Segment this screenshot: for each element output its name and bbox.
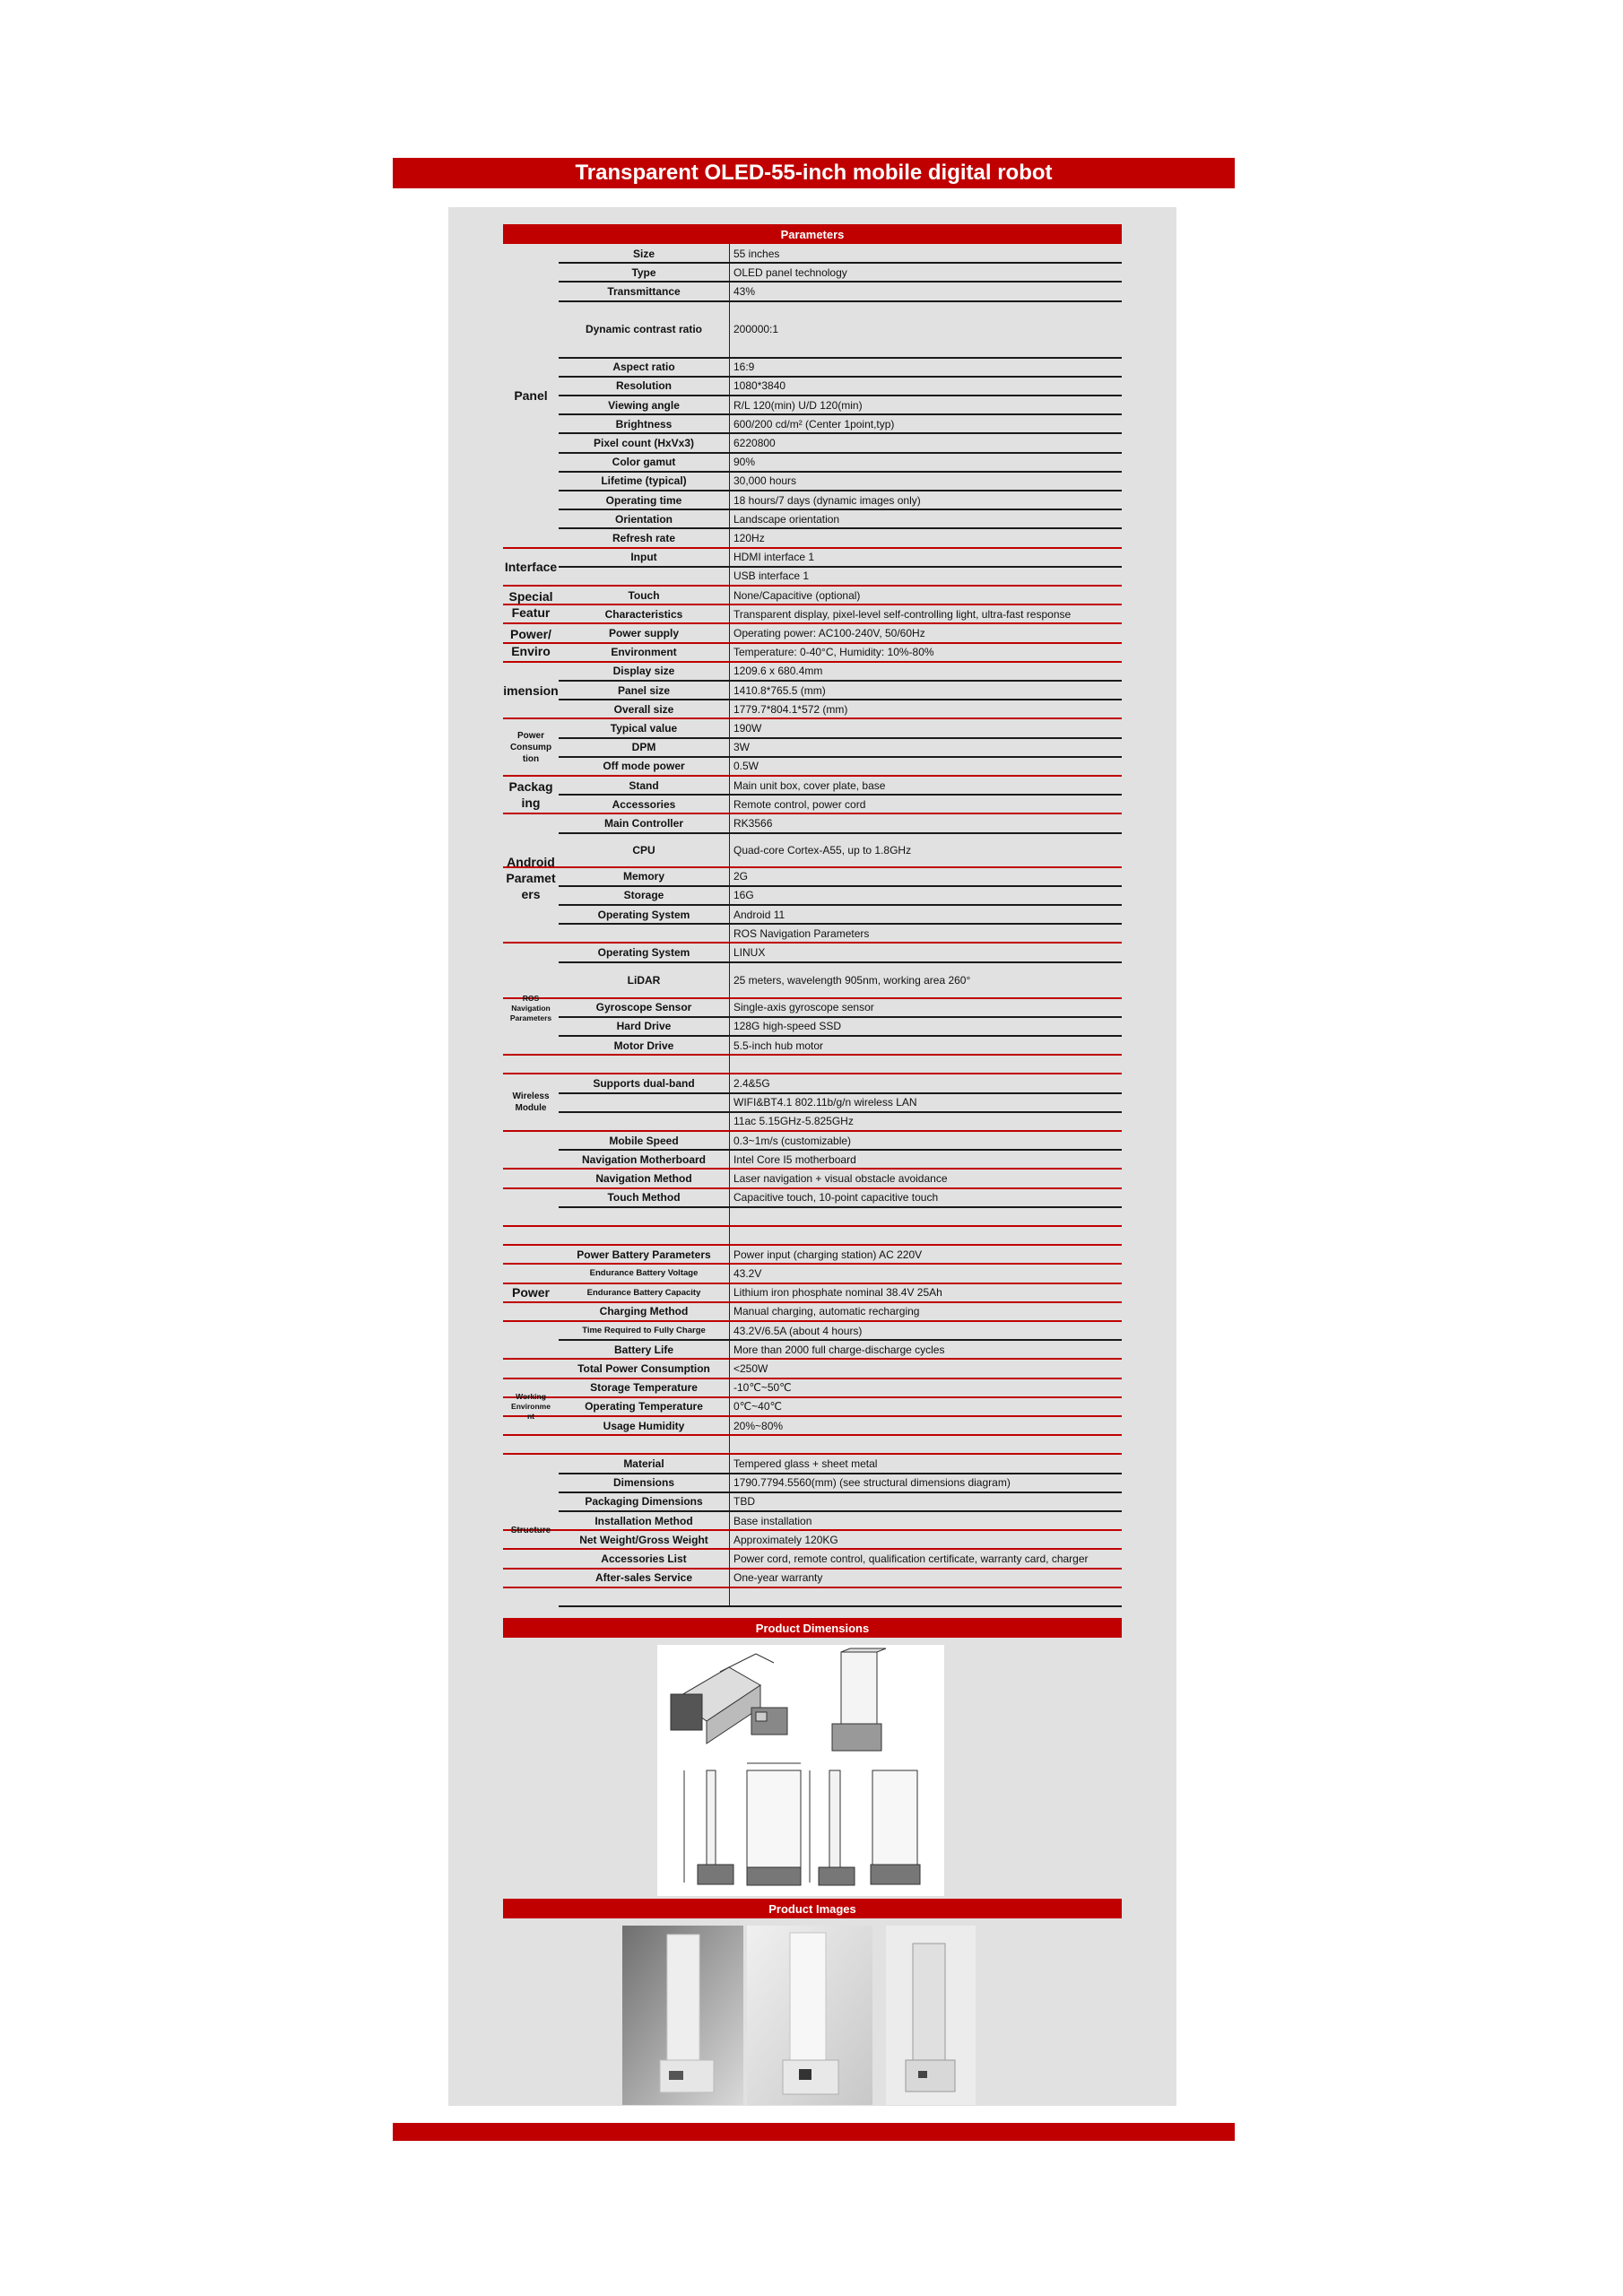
spec-name: Storage Temperature <box>590 1381 698 1395</box>
column-divider <box>729 491 730 509</box>
column-divider <box>729 586 730 604</box>
spec-name: Material <box>623 1457 664 1470</box>
spec-name <box>559 1226 729 1245</box>
spec-row <box>503 433 1122 452</box>
spec-row <box>503 681 1122 700</box>
spec-row <box>503 813 1122 832</box>
spec-row <box>503 1435 1122 1454</box>
spec-name: Total Power Consumption <box>577 1361 710 1375</box>
column-divider <box>729 1283 730 1302</box>
spec-row <box>503 905 1122 924</box>
column-divider <box>729 1474 730 1492</box>
spec-name <box>559 1112 729 1131</box>
spec-value <box>732 1587 1124 1606</box>
spec-value: 2G <box>733 870 749 883</box>
spec-name: Dimensions <box>612 1476 674 1490</box>
spec-row <box>503 623 1122 642</box>
spec-row <box>503 1511 1122 1530</box>
spec-value: LINUX <box>733 945 766 959</box>
spec-value: 2.4&5G <box>733 1076 770 1090</box>
spec-name: Display size <box>612 665 675 678</box>
column-divider <box>729 1340 730 1359</box>
product-photo-1 <box>622 1926 743 2105</box>
column-divider <box>729 886 730 905</box>
spec-name: Usage Humidity <box>603 1419 685 1432</box>
spec-category: Power/ Enviro <box>510 627 551 658</box>
spec-row <box>503 1569 1122 1587</box>
spec-value <box>732 1435 1124 1454</box>
spec-row <box>503 1454 1122 1473</box>
spec-row <box>503 1492 1122 1511</box>
spec-value: <250W <box>733 1361 768 1375</box>
column-divider <box>729 1188 730 1207</box>
spec-row <box>503 1017 1122 1036</box>
column-divider <box>729 509 730 528</box>
column-divider <box>729 244 730 263</box>
spec-value: 43% <box>733 284 756 298</box>
spec-name: Input <box>630 551 657 564</box>
spec-name: Off mode power <box>603 760 685 773</box>
spec-row <box>503 1188 1122 1207</box>
column-divider <box>729 757 730 776</box>
spec-value: Operating power: AC100-240V, 50/60Hz <box>733 626 925 639</box>
spec-name: Refresh rate <box>612 531 676 544</box>
column-divider <box>729 1359 730 1378</box>
spec-row <box>503 1207 1122 1226</box>
spec-name: Navigation Motherboard <box>581 1152 706 1166</box>
spec-row <box>503 1074 1122 1092</box>
spec-value: Laser navigation + visual obstacle avoidance <box>733 1171 948 1185</box>
spec-row <box>503 414 1122 433</box>
spec-row <box>503 1283 1122 1302</box>
spec-value: RK3566 <box>733 816 773 830</box>
column-divider <box>729 1549 730 1568</box>
spec-row <box>503 1036 1122 1055</box>
column-divider <box>729 1112 730 1131</box>
column-divider <box>729 1492 730 1511</box>
spec-name: Touch <box>628 588 660 602</box>
spec-name: Endurance Battery Voltage <box>589 1268 699 1279</box>
column-divider <box>729 1511 730 1530</box>
spec-row <box>503 1112 1122 1131</box>
column-divider <box>729 528 730 547</box>
spec-row <box>503 472 1122 491</box>
page-title: Transparent OLED-55-inch mobile digital robot <box>393 158 1235 188</box>
spec-name: Orientation <box>614 512 673 526</box>
spec-value: Quad-core Cortex-A55, up to 1.8GHz <box>733 843 912 857</box>
column-divider <box>729 1093 730 1112</box>
spec-value: 1779.7*804.1*572 (mm) <box>733 702 848 716</box>
spec-value: ROS Navigation Parameters <box>733 926 870 940</box>
spec-row <box>503 567 1122 586</box>
spec-value <box>732 1055 1124 1074</box>
spec-category: Wireless Module <box>512 1091 550 1114</box>
spec-value: Base installation <box>733 1514 812 1527</box>
spec-value: Lithium iron phosphate nominal 38.4V 25Ah <box>733 1286 942 1300</box>
column-divider <box>729 1435 730 1454</box>
spec-row <box>503 453 1122 472</box>
spec-value: 1209.6 x 680.4mm <box>733 665 823 678</box>
column-divider <box>729 1036 730 1055</box>
spec-value: 128G high-speed SSD <box>733 1020 842 1033</box>
spec-name: Mobile Speed <box>609 1134 679 1147</box>
spec-name: Aspect ratio <box>612 361 675 374</box>
spec-row <box>503 1055 1122 1074</box>
spec-row <box>503 1226 1122 1245</box>
spec-category: Interface <box>504 559 558 574</box>
product-dimensions-diagram <box>657 1645 944 1896</box>
spec-category: Special Featur <box>508 589 553 621</box>
spec-value: Main unit box, cover plate, base <box>733 778 886 792</box>
spec-row <box>503 1169 1122 1187</box>
spec-name: Characteristics <box>604 607 683 621</box>
spec-row <box>503 1359 1122 1378</box>
spec-value: 43.2V/6.5A (about 4 hours) <box>733 1324 863 1337</box>
spec-row <box>503 962 1122 998</box>
spec-name: Transmittance <box>607 284 681 298</box>
spec-name: Lifetime (typical) <box>601 474 687 488</box>
spec-value: 6220800 <box>733 436 776 449</box>
column-divider <box>729 282 730 300</box>
spec-row <box>503 1549 1122 1568</box>
spec-value: 190W <box>733 721 762 735</box>
spec-row <box>503 1302 1122 1321</box>
spec-name: Typical value <box>610 721 678 735</box>
column-divider <box>729 1131 730 1150</box>
spec-row <box>503 1150 1122 1169</box>
column-divider <box>729 472 730 491</box>
spec-value: Landscape orientation <box>733 512 840 526</box>
spec-row <box>503 509 1122 528</box>
spec-row <box>503 1245 1122 1264</box>
spec-value: 600/200 cd/m² (Center 1point,typ) <box>733 417 895 430</box>
column-divider <box>729 718 730 737</box>
spec-value: 5.5-inch hub motor <box>733 1039 824 1052</box>
spec-name: Storage <box>623 889 664 902</box>
spec-name: Touch Method <box>607 1191 681 1205</box>
spec-value: Transparent display, pixel-level self-controlling light, ultra-fast response <box>733 607 1072 621</box>
dimensions-drawing <box>657 1645 944 1896</box>
spec-value: Intel Core I5 motherboard <box>733 1152 856 1166</box>
column-divider <box>729 301 730 358</box>
spec-row <box>503 1474 1122 1492</box>
spec-row <box>503 776 1122 795</box>
spec-name: CPU <box>632 843 655 857</box>
spec-value: More than 2000 full charge-discharge cycles <box>733 1343 945 1356</box>
column-divider <box>729 1245 730 1264</box>
spec-row <box>503 700 1122 718</box>
column-divider <box>729 700 730 718</box>
column-divider <box>729 776 730 795</box>
column-divider <box>729 924 730 943</box>
spec-row <box>503 943 1122 961</box>
spec-name <box>559 1435 729 1454</box>
spec-name: Main Controller <box>603 816 683 830</box>
spec-value: 3W <box>733 741 750 754</box>
spec-name: Type <box>631 265 656 279</box>
spec-value: Manual charging, automatic recharging <box>733 1305 920 1318</box>
column-divider <box>729 1302 730 1321</box>
spec-value: 120Hz <box>733 531 765 544</box>
spec-row <box>503 998 1122 1017</box>
column-divider <box>729 1017 730 1036</box>
spec-value: 18 hours/7 days (dynamic images only) <box>733 493 921 507</box>
spec-row <box>503 396 1122 414</box>
spec-row <box>503 662 1122 681</box>
spec-name: Size <box>632 247 655 260</box>
spec-row <box>503 1093 1122 1112</box>
column-divider <box>729 1587 730 1606</box>
spec-value: WIFI&BT4.1 802.11b/g/n wireless LAN <box>733 1096 917 1109</box>
spec-category: ROS Navigation Parameters <box>509 993 552 1022</box>
spec-name: After-sales Service <box>595 1571 693 1585</box>
footer-bar <box>393 2123 1235 2141</box>
column-divider <box>729 1530 730 1549</box>
spec-name: Time Required to Fully Charge <box>582 1326 706 1336</box>
spec-name: Motor Drive <box>613 1039 674 1052</box>
spec-row <box>503 282 1122 300</box>
spec-row <box>503 643 1122 662</box>
row-divider <box>559 1605 1122 1607</box>
spec-name: Packaging Dimensions <box>585 1495 703 1509</box>
spec-value: 0.5W <box>733 760 759 773</box>
spec-row <box>503 377 1122 396</box>
spec-row <box>503 886 1122 905</box>
spec-name: Operating Temperature <box>585 1400 703 1413</box>
spec-row <box>503 586 1122 604</box>
spec-value: 16:9 <box>733 361 755 374</box>
column-divider <box>729 1207 730 1226</box>
spec-name: Stand <box>629 778 659 792</box>
spec-category: Structure <box>510 1525 551 1535</box>
spec-value: OLED panel technology <box>733 265 847 279</box>
spec-value: R/L 120(min) U/D 120(min) <box>733 398 863 412</box>
spec-row <box>503 795 1122 813</box>
spec-value <box>732 1207 1124 1226</box>
spec-name: Resolution <box>616 379 672 393</box>
column-divider <box>729 414 730 433</box>
column-divider <box>729 1321 730 1340</box>
spec-row <box>503 1530 1122 1549</box>
spec-name: Battery Life <box>613 1343 674 1356</box>
spec-name: Pixel count (HxVx3) <box>593 436 695 449</box>
spec-name <box>559 924 729 943</box>
spec-row <box>503 244 1122 263</box>
spec-row <box>503 1378 1122 1397</box>
spec-value: 43.2V <box>733 1266 762 1280</box>
spec-name: Panel size <box>617 683 671 697</box>
spec-category: Power Consump tion <box>509 730 552 764</box>
column-divider <box>729 1055 730 1074</box>
spec-value: Tempered glass + sheet metal <box>733 1457 878 1470</box>
spec-value: None/Capacitive (optional) <box>733 588 861 602</box>
column-divider <box>729 1169 730 1187</box>
spec-row <box>503 1321 1122 1340</box>
spec-row <box>503 1264 1122 1283</box>
spec-name: Environment <box>611 646 677 659</box>
spec-name: Gyroscope Sensor <box>595 1001 692 1014</box>
spec-value: 1790.7794.5560(mm) (see structural dimensions diagram) <box>733 1476 1011 1490</box>
column-divider <box>729 662 730 681</box>
spec-row <box>503 1587 1122 1606</box>
spec-category: Packag ing <box>508 779 553 811</box>
spec-category: Android Paramet ers <box>506 855 556 902</box>
spec-name: Accessories <box>612 797 676 811</box>
column-divider <box>729 1397 730 1416</box>
spec-value: 1410.8*765.5 (mm) <box>733 683 826 697</box>
spec-name: Overall size <box>613 702 674 716</box>
spec-value: Remote control, power cord <box>733 797 866 811</box>
spec-name: DPM <box>631 741 656 754</box>
spec-name: Brightness <box>615 417 673 430</box>
column-divider <box>729 377 730 396</box>
spec-value: 0℃~40℃ <box>733 1400 782 1413</box>
spec-value: -10℃~50℃ <box>733 1381 792 1395</box>
spec-value: 1080*3840 <box>733 379 786 393</box>
spec-row <box>503 833 1122 867</box>
column-divider <box>729 1378 730 1397</box>
spec-name: Memory <box>622 870 664 883</box>
spec-category: Power <box>511 1285 550 1300</box>
column-divider <box>729 567 730 586</box>
spec-value: 200000:1 <box>733 323 779 336</box>
column-divider <box>729 548 730 567</box>
spec-name: Hard Drive <box>616 1020 672 1033</box>
spec-value <box>732 1226 1124 1245</box>
spec-value: Android 11 <box>733 908 785 921</box>
robot-photo-graphic <box>622 1926 743 2105</box>
spec-category: imension <box>503 683 559 698</box>
spec-value: 55 inches <box>733 247 780 260</box>
robot-photo-graphic <box>747 1926 872 2105</box>
spec-row <box>503 604 1122 623</box>
column-divider <box>729 263 730 282</box>
spec-category: Panel <box>514 388 548 404</box>
spec-name <box>559 1093 729 1112</box>
spec-row <box>503 548 1122 567</box>
spec-name: Endurance Battery Capacity <box>586 1287 701 1298</box>
product-photo-3 <box>886 1926 976 2105</box>
column-divider <box>729 1150 730 1169</box>
column-divider <box>729 962 730 998</box>
spec-value: 20%~80% <box>733 1419 784 1432</box>
column-divider <box>729 905 730 924</box>
spec-name <box>559 1207 729 1226</box>
column-divider <box>729 1454 730 1473</box>
spec-row <box>503 718 1122 737</box>
section-header-product-images: Product Images <box>503 1899 1122 1918</box>
spec-name <box>559 1055 729 1074</box>
column-divider <box>729 867 730 886</box>
spec-name: Supports dual-band <box>593 1076 695 1090</box>
column-divider <box>729 358 730 377</box>
spec-name: Operating System <box>597 908 690 921</box>
column-divider <box>729 623 730 642</box>
column-divider <box>729 1074 730 1092</box>
column-divider <box>729 396 730 414</box>
spec-value: Capacitive touch, 10-point capacitive touch <box>733 1191 939 1205</box>
spec-row <box>503 1416 1122 1435</box>
spec-name: Power Battery Parameters <box>577 1248 711 1261</box>
spec-value: Approximately 120KG <box>733 1533 838 1546</box>
spec-name: Operating System <box>597 945 690 959</box>
spec-row <box>503 301 1122 358</box>
spec-name: Power supply <box>608 626 680 639</box>
spec-name: Operating time <box>605 493 682 507</box>
spec-value: Single-axis gyroscope sensor <box>733 1001 874 1014</box>
spec-name: Navigation Method <box>595 1171 692 1185</box>
spec-row <box>503 1340 1122 1359</box>
spec-value: One-year warranty <box>733 1571 823 1585</box>
column-divider <box>729 681 730 700</box>
spec-row <box>503 867 1122 886</box>
spec-name: Viewing angle <box>608 398 680 412</box>
column-divider <box>729 738 730 757</box>
column-divider <box>729 1569 730 1587</box>
column-divider <box>729 1264 730 1283</box>
section-header-product-dimensions: Product Dimensions <box>503 1618 1122 1638</box>
column-divider <box>729 1226 730 1245</box>
spec-row <box>503 924 1122 943</box>
spec-value: Power cord, remote control, qualification certificate, warranty card, charger <box>733 1552 1089 1565</box>
spec-value: 90% <box>733 456 756 469</box>
spec-name: Dynamic contrast ratio <box>585 323 703 336</box>
spec-value: TBD <box>733 1495 755 1509</box>
spec-row <box>503 757 1122 776</box>
spec-row <box>503 491 1122 509</box>
spec-value: 0.3~1m/s (customizable) <box>733 1134 852 1147</box>
spec-name <box>559 1587 729 1606</box>
spec-row <box>503 528 1122 547</box>
column-divider <box>729 433 730 452</box>
spec-name: Charging Method <box>599 1305 689 1318</box>
spec-value: 11ac 5.15GHz-5.825GHz <box>733 1115 854 1128</box>
spec-value: 25 meters, wavelength 905nm, working area 260° <box>733 973 971 987</box>
spec-row <box>503 1131 1122 1150</box>
section-header-parameters: Parameters <box>503 224 1122 244</box>
spec-value: HDMI interface 1 <box>733 551 815 564</box>
column-divider <box>729 643 730 662</box>
column-divider <box>729 795 730 813</box>
spec-name: Net Weight/Gross Weight <box>579 1533 708 1546</box>
column-divider <box>729 604 730 623</box>
spec-category: Working Environme nt <box>511 1391 551 1421</box>
spec-row <box>503 738 1122 757</box>
column-divider <box>729 998 730 1017</box>
column-divider <box>729 453 730 472</box>
robot-photo-graphic <box>886 1926 976 2105</box>
product-photo-2 <box>747 1926 872 2105</box>
column-divider <box>729 833 730 867</box>
spec-row <box>503 1397 1122 1416</box>
spec-name: Accessories List <box>601 1552 687 1565</box>
spec-name <box>559 567 729 586</box>
column-divider <box>729 813 730 832</box>
spec-value: 30,000 hours <box>733 474 797 488</box>
spec-value: Temperature: 0-40°C, Humidity: 10%-80% <box>733 646 934 659</box>
spec-value: 16G <box>733 889 754 902</box>
spec-value: USB interface 1 <box>733 570 810 583</box>
column-divider <box>729 943 730 961</box>
spec-row <box>503 263 1122 282</box>
spec-name: Color gamut <box>612 456 676 469</box>
spec-name: LiDAR <box>627 973 661 987</box>
column-divider <box>729 1416 730 1435</box>
spec-row <box>503 358 1122 377</box>
spec-name: Installation Method <box>595 1514 693 1527</box>
spec-value: Power input (charging station) AC 220V <box>733 1248 923 1261</box>
